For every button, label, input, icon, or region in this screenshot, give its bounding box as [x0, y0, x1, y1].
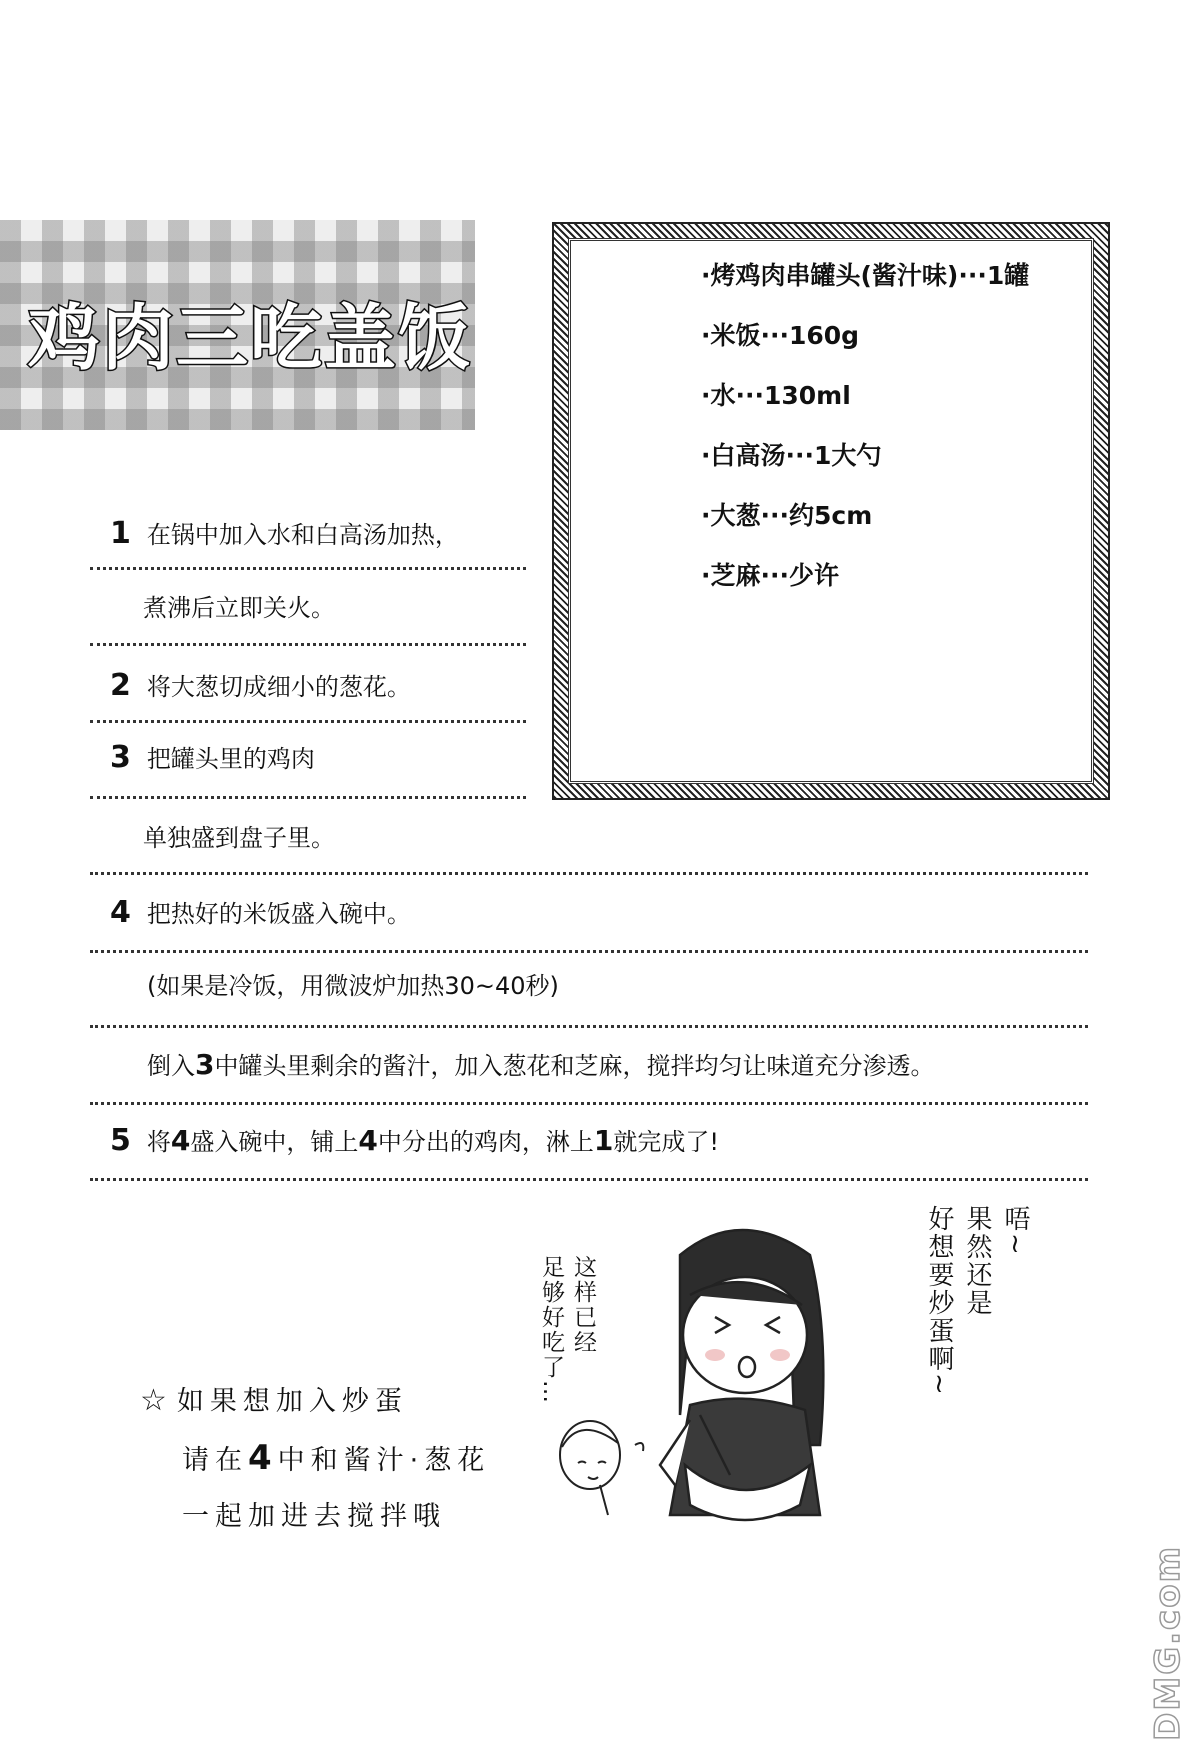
step-number: 1 [110, 516, 131, 551]
speech-text: 果然还是 [962, 1205, 992, 1317]
dotted-divider [90, 1025, 1088, 1028]
dotted-divider [90, 796, 526, 799]
step-number: 2 [110, 668, 131, 703]
ingredient-item: ·大葱···约5cm [701, 501, 873, 530]
watermark-logo: DMG.com [1148, 1545, 1188, 1741]
step-text: 在锅中加入水和白高汤加热， [146, 521, 459, 549]
step-4-line-2: (如果是冷饭，用微波炉加热30~40秒) [147, 972, 559, 1000]
ingredients-frame [552, 222, 1110, 800]
step-text: 把热好的米饭盛入碗中。 [146, 900, 411, 928]
girl-eating-illustration [540, 1215, 940, 1555]
star-icon: ☆ [140, 1383, 173, 1418]
step-4-line-3 [147, 1049, 934, 1082]
chibi-character [560, 1421, 643, 1515]
step-number: 4 [110, 895, 131, 930]
speech-text: 唔~ [1000, 1205, 1030, 1257]
title-banner [0, 220, 475, 430]
step-text: 将 [146, 1128, 171, 1156]
step-number: 5 [110, 1123, 131, 1158]
step-text: 倒入 [147, 1052, 195, 1080]
dotted-divider [90, 567, 526, 570]
step-1-line-1 [110, 518, 459, 551]
ingredient-item: ·烤鸡肉串罐头(酱汁味)···1罐 [701, 261, 1030, 290]
step-text: 中罐头里剩余的酱汁，加入葱花和芝麻，搅拌均匀让味道充分渗透。 [214, 1052, 935, 1080]
step-2 [110, 670, 411, 703]
note-text: 如果想加入炒蛋 [176, 1386, 408, 1417]
speech-text: 好想要炒蛋啊~ [924, 1205, 954, 1397]
note-text: 中和酱汁·葱花 [277, 1445, 491, 1476]
girl-character [660, 1230, 823, 1520]
step-ref: 1 [593, 1124, 614, 1157]
dotted-divider [90, 643, 526, 646]
ingredient-item: ·芝麻···少许 [701, 561, 839, 590]
step-ref: 4 [358, 1124, 378, 1157]
ingredients-list [568, 238, 1094, 784]
step-text: 盛入碗中，铺上 [190, 1128, 359, 1156]
note-ref: 4 [248, 1438, 278, 1478]
step-number: 3 [110, 740, 131, 775]
step-4-line-1 [110, 897, 411, 930]
ingredient-item: ·白高汤···1大勺 [701, 441, 882, 470]
dotted-divider [90, 950, 1088, 953]
note-line-2 [140, 1430, 490, 1489]
note-line-1 [140, 1373, 490, 1430]
dotted-divider [90, 872, 1088, 875]
dotted-divider [90, 720, 526, 723]
step-3-line-2: 单独盛到盘子里。 [143, 824, 335, 852]
speech-text: 这样已经 [570, 1255, 596, 1355]
dotted-divider [90, 1178, 1088, 1181]
note-line-3: 一起加进去搅拌哦 [182, 1501, 446, 1532]
dotted-divider [90, 1102, 1088, 1105]
recipe-title: 鸡肉三吃盖饭 [28, 296, 473, 380]
ingredient-item: ·米饭···160g [701, 321, 860, 350]
scrambled-egg-note [140, 1373, 490, 1545]
note-text: 请在 [182, 1445, 248, 1476]
step-text: 就完成了! [613, 1128, 719, 1156]
step-1-line-2: 煮沸后立即关火。 [143, 594, 335, 622]
speech-text: 足够好吃了… [538, 1255, 564, 1405]
step-text: 把罐头里的鸡肉 [146, 745, 315, 773]
step-text: 中分出的鸡肉，淋上 [377, 1128, 594, 1156]
ingredient-item: ·水···130ml [701, 381, 851, 410]
step-ref: 4 [170, 1124, 191, 1157]
step-3-line-1 [110, 742, 315, 775]
step-text: 将大葱切成细小的葱花。 [146, 673, 411, 701]
step-5 [110, 1125, 719, 1158]
step-ref: 3 [195, 1048, 215, 1081]
